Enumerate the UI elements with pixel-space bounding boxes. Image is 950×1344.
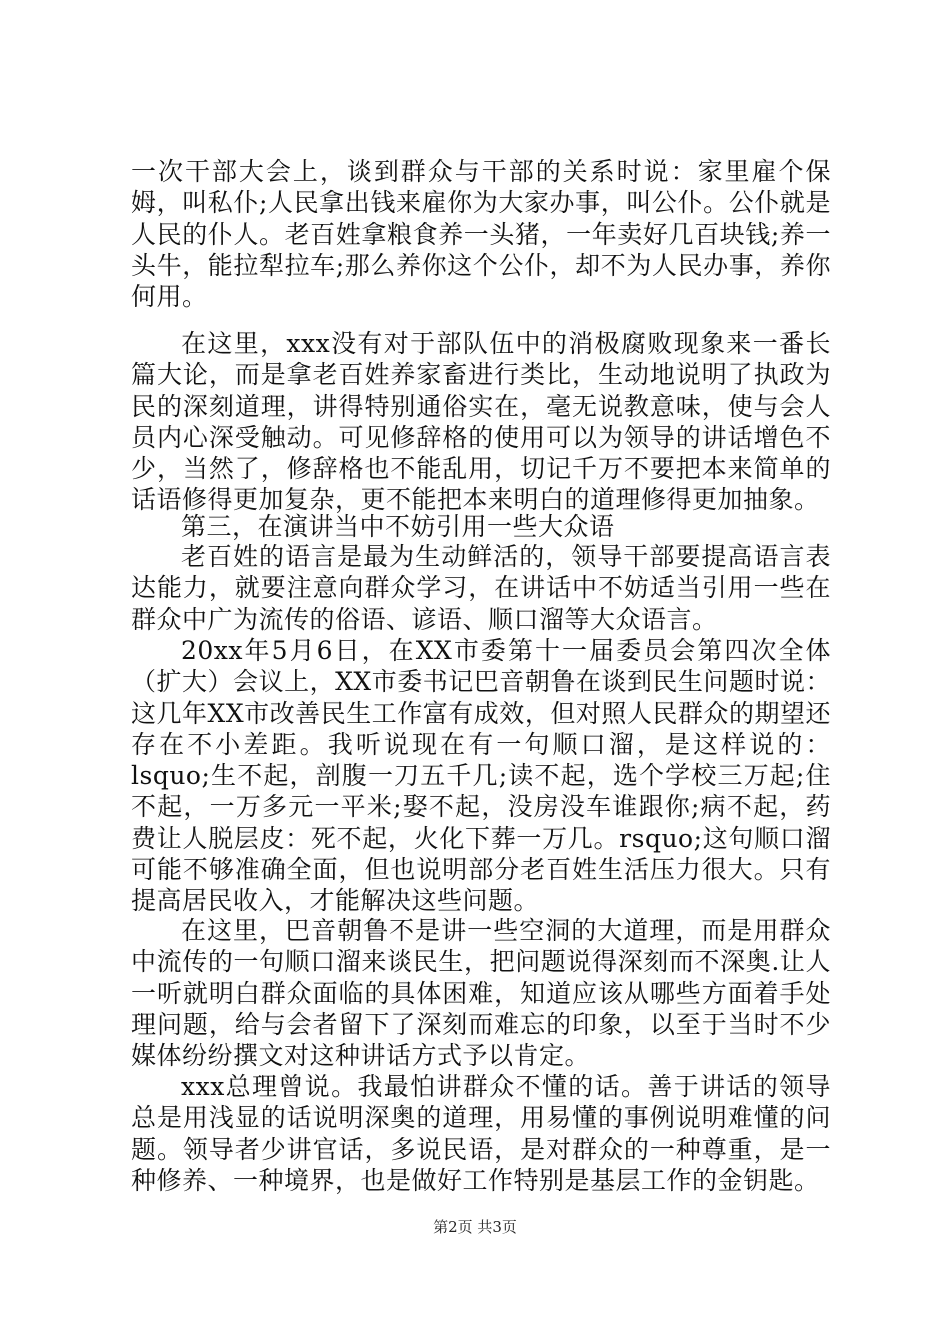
paragraph-6: xxx总理曾说。我最怕讲群众不懂的话。善于讲话的领导总是用浅显的话说明深奥的道理，用易懂的事例说明难懂的问题。领导者少讲官话，多说民语，是对群众的一种尊重，是一种修养、一种境界，也是做好工作特别是基层工作的金钥匙。 xyxy=(131,1072,831,1195)
paragraph-1: 一次干部大会上，谈到群众与干部的关系时说：家里雇个保姆，叫私仆;人民拿出钱来雇你为大家办事，叫公仆。公仆就是人民的仆人。老百姓拿粮食养一头猪，一年卖好几百块钱;养一头牛，能拉犁拉车;那么养你这个公仆，却不为人民办事，养你何用。 xyxy=(131,157,831,312)
paragraph-4: 20xx年5月6日，在XX市委第十一届委员会第四次全体（扩大）会议上，XX市委书记巴音朝鲁在谈到民生问题时说：这几年XX市改善民生工作富有成效，但对照人民群众的期望还存在不小差距。我听说现在有一句顺口溜，是这样说的：lsquo;生不起，剖腹一刀五千几;读不起，选个学校三万起;住不起，一万多元一平米;娶不起，没房没车谁跟你;病不起，药费让人脱层皮：死不起，火化下葬一万几。rsquo;这句顺口溜可能不够准确全面，但也说明部分老百姓生活压力很大。只有提高居民收入，才能解决这些问题。 xyxy=(131,636,831,916)
paragraph-5: 在这里，巴音朝鲁不是讲一些空洞的大道理，而是用群众中流传的一句顺口溜来谈民生，把问题说得深刻而不深奥.让人一听就明白群众面临的具体困难，知道应该从哪些方面着手处理问题，给与会者留下了深刻而难忘的印象，以至于当时不少媒体纷纷撰文对这种讲话方式予以肯定。 xyxy=(131,916,831,1071)
section-heading: 第三，在演讲当中不妨引用一些大众语 xyxy=(181,512,615,541)
page-number-footer: 第2页 共3页 xyxy=(433,1218,517,1236)
paragraph-3: 老百姓的语言是最为生动鲜活的，领导干部要提高语言表达能力，就要注意向群众学习，在讲话中不妨适当引用一些在群众中广为流传的俗语、谚语、顺口溜等大众语言。 xyxy=(131,542,831,634)
paragraph-2: 在这里，xxx没有对于部队伍中的消极腐败现象来一番长篇大论，而是拿老百姓养家畜进行类比，生动地说明了执政为民的深刻道理，讲得特别通俗实在，毫无说教意味，使与会人员内心深受触动。可见修辞格的使用可以为领导的讲话增色不少，当然了，修辞格也不能乱用，切记千万不要把本来简单的话语修得更加复杂，更不能把本来明白的道理修得更加抽象。 xyxy=(131,329,831,515)
